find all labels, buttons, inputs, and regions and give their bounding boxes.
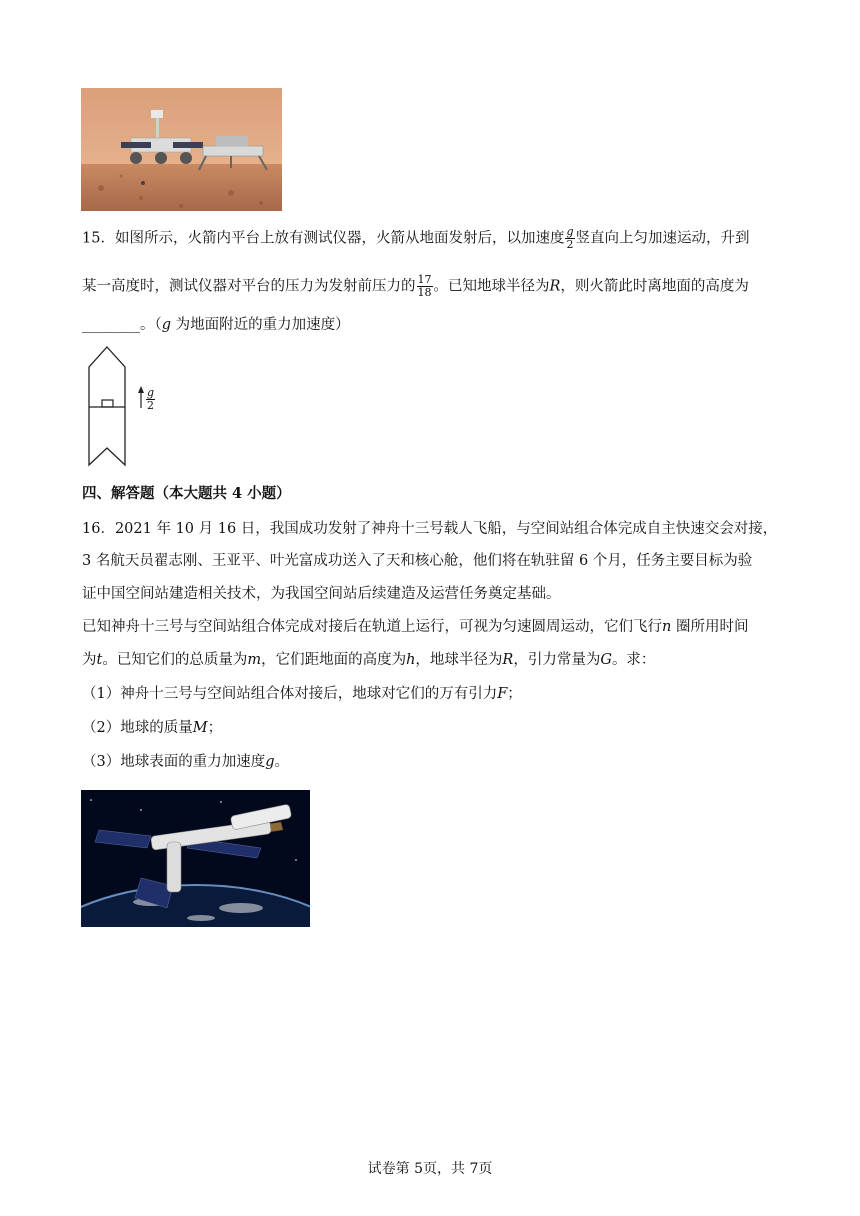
section-heading: 四、解答题（本大题共 4 小题） [82,485,291,502]
mars-rover-photo [81,88,282,211]
q16-subquestion-3: （3）地球表面的重力加速度g。 [82,754,290,770]
q15-line-2: 某一高度时，测试仪器对平台的压力为发射前压力的 $\frac{17}{18}$ 。已知地球半径为R，则火箭此时离地面的高度为 [82,273,749,299]
rocket-diagram [80,345,170,473]
space-station-photo [81,790,310,927]
fraction-17-over-18: $\frac{17}{18}$ [417,273,432,299]
fraction-g-over-2: $\frac{g}{2}$ [566,225,574,251]
page-footer: 试卷第 5页，共 7页 [367,1161,493,1177]
q16-line-5: 为t。已知它们的总质量为m，它们距地面的高度为h，地球半径为R，引力常量为G。求： [82,652,656,668]
q16-line-1: 16．2021 年 10 月 16 日，我国成功发射了神舟十三号载人飞船，与空间站组合体完成自主快速交会对接， [82,521,778,537]
q15-line-3: ________。（g 为地面附近的重力加速度） [82,317,350,333]
q16-line-2: 3 名航天员翟志刚、王亚平、叶光富成功送入了天和核心舱，他们将在轨驻留 6 个月，任务主要目标为验 [82,553,753,569]
q16-subquestion-2: （2）地球的质量M； [82,720,223,736]
q16-line-3: 证中国空间站建造相关技术，为我国空间站后续建造及运营任务奠定基础。 [82,586,561,602]
q15-line-1: 15．如图所示，火箭内平台上放有测试仪器，火箭从地面发射后，以加速度 $\frac{g}{2}$ 竖直向上匀加速运动，升到 [82,225,750,251]
rocket-acceleration-label: $\frac{g}{2}$ [147,386,155,412]
q16-subquestion-1: （1）神舟十三号与空间站组合体对接后，地球对它们的万有引力F； [82,686,522,702]
q16-line-4: 已知神舟十三号与空间站组合体完成对接后在轨道上运行，可视为匀速圆周运动，它们飞行n 圈所用时间 [82,619,749,635]
answer-blank: ________ [82,317,140,333]
